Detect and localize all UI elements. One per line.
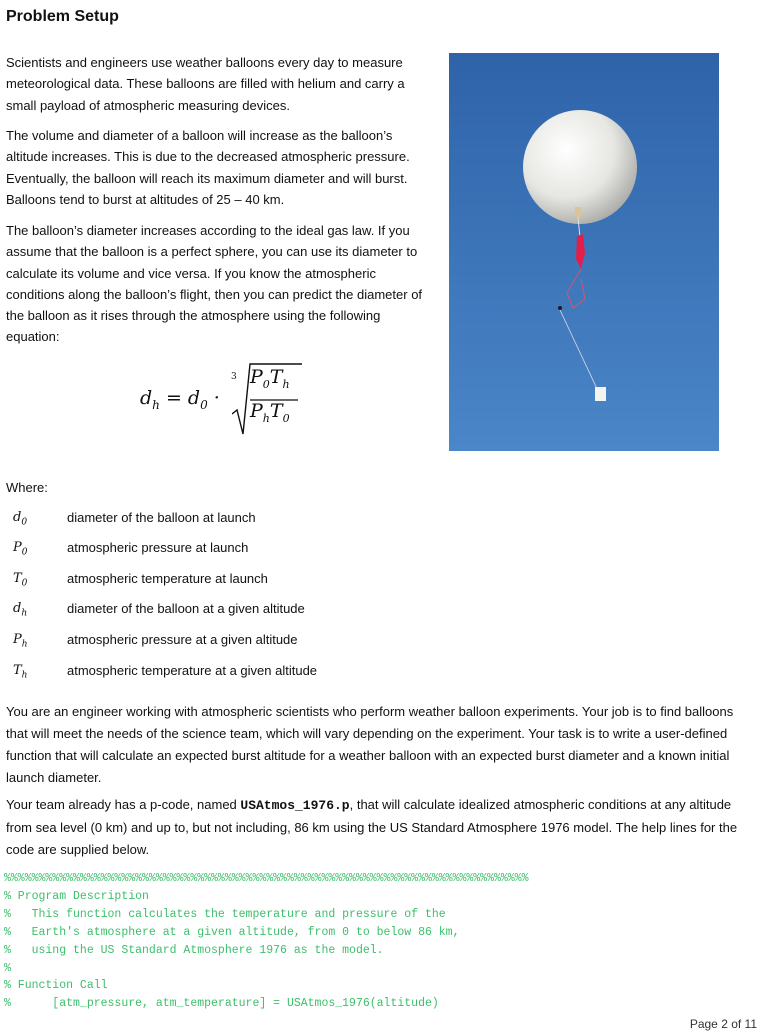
variable-symbol: $d_0$	[13, 510, 28, 528]
pcode-text-before: Your team already has a p-code, named	[6, 797, 241, 812]
intro-paragraph-2: The volume and diameter of a balloon will increase as the balloon’s altitude increases. This is due to the decreased atmospheric pressure. Eventually, the balloon will reach its maximum diameter and will burst. Balloons tend to burst at altitudes of 25 – 40 km.	[6, 128, 410, 207]
code-line: % Function Call	[4, 979, 108, 993]
help-lines-code-block	[4, 870, 759, 1013]
code-line: %	[4, 961, 11, 975]
weather-balloon-photo	[449, 53, 719, 451]
variable-description: atmospheric temperature at a given altitude	[67, 663, 318, 678]
equation-lhs: $d_h = d_0$ ·	[140, 387, 220, 412]
code-line: % Program Description	[4, 889, 149, 903]
equation-root-index: 3	[231, 372, 237, 382]
code-line: % [atm_pressure, atm_temperature] = USAtmos_1976(altitude)	[4, 997, 439, 1011]
variable-symbol: $T_0$	[13, 571, 28, 589]
page-title: Problem Setup	[6, 8, 119, 25]
intro-paragraph-1: Scientists and engineers use weather balloons every day to measure meteorological data. These balloons are filled with helium and carry a small payload of atmospheric measuring devices.	[6, 55, 405, 113]
code-line: % using the US Standard Atmosphere 1976 as the model.	[4, 943, 384, 957]
variable-description: atmospheric pressure at launch	[67, 540, 249, 555]
variable-description: diameter of the balloon at launch	[67, 510, 256, 525]
code-line: % Earth's atmosphere at a given altitude, from 0 to below 86 km,	[4, 925, 460, 939]
variable-description: diameter of the balloon at a given altitude	[67, 601, 305, 616]
variable-description: atmospheric pressure at a given altitude	[67, 632, 298, 647]
variable-symbol: $d_h$	[13, 601, 28, 619]
variable-symbol: $T_h$	[13, 663, 28, 681]
code-line: %%%%%%%%%%%%%%%%%%%%%%%%%%%%%%%%%%%%%%%%%%%%%%%%%%%%%%%%%%%%%%%%%%%%%%%%%%%%	[4, 872, 529, 885]
diameter-equation	[140, 358, 340, 438]
variable-symbol: $P_0$	[13, 540, 28, 558]
code-line: % This function calculates the temperature and pressure of the	[4, 907, 446, 921]
pcode-filename: USAtmos_1976.p	[240, 798, 350, 813]
task-paragraph: You are an engineer working with atmospheric scientists who perform weather balloon experiments. Your job is to find balloons that will meet the needs of the science team, which will vary depending on the experiment. Your task is to write a user-defined function that will calculate an expected burst altitude for a weather balloon with an expected burst diameter and a known initial launch diameter.	[6, 704, 734, 785]
equation-denominator: $P_hT_0$	[250, 400, 290, 425]
pcode-text-after: , that will calculate idealized atmospheric conditions at any altitude from sea level (0 km) and up to, but not including, 86 km using the US Standard Atmosphere 1976 model. The help lines for the code are supplied below.	[6, 797, 738, 857]
where-label: Where:	[6, 480, 48, 495]
page-number: Page 2 of 11	[689, 1017, 757, 1031]
equation-numerator: $P_0T_h$	[250, 366, 290, 391]
intro-paragraph-3: The balloon’s diameter increases according to the ideal gas law. If you assume that the balloon is a perfect sphere, you can use its diameter to calculate its volume and vice versa. If you know the atmospheric conditions along the balloon’s flight, then you can predict the diameter of the balloon as it rises through the atmosphere using the following equation:	[6, 223, 423, 345]
variable-symbol: $P_h$	[13, 632, 28, 650]
variable-description: atmospheric temperature at launch	[67, 571, 268, 586]
pcode-paragraph	[6, 794, 756, 861]
